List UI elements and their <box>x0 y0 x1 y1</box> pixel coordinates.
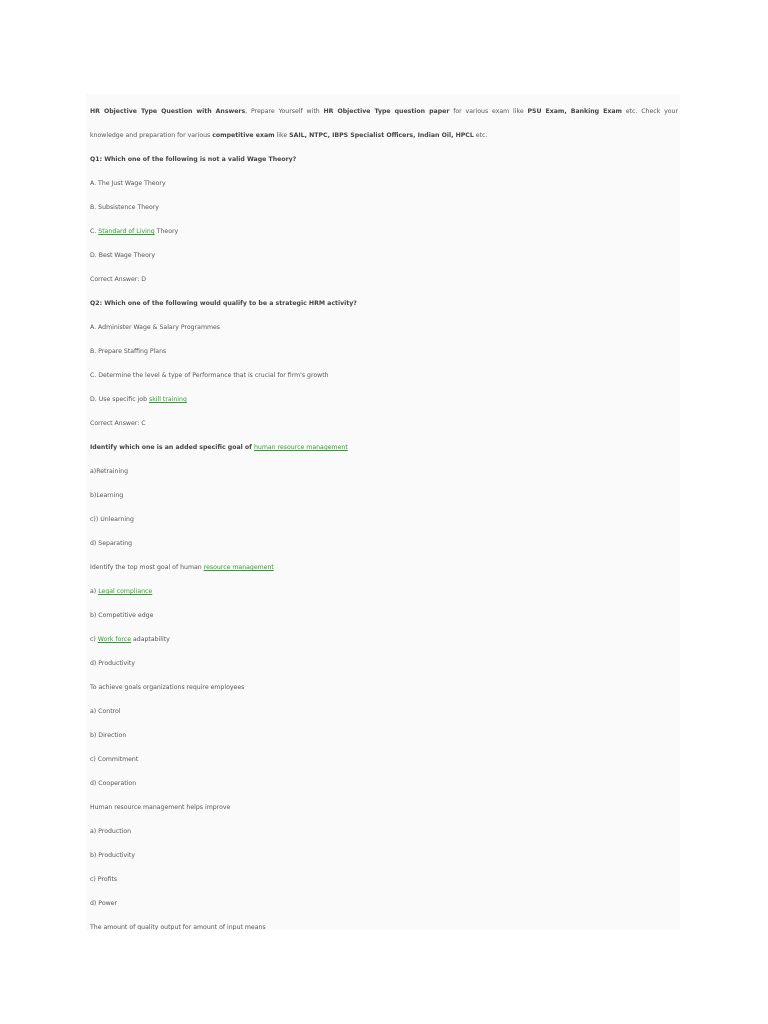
q5-option-a: a) Control <box>90 708 121 715</box>
q4-question: Identify the top most goal of human resource management <box>90 564 274 571</box>
q3-option-a: a)Retraining <box>90 468 129 475</box>
intro-bold-title: HR Objective Type Question with Answers <box>90 108 246 115</box>
intro-text: , Prepare Yourself with <box>245 108 324 115</box>
q5-option-c: c) Commitment <box>90 756 139 763</box>
q3-option-b: b)Learning <box>90 492 124 499</box>
intro-text: for various exam like <box>449 108 528 115</box>
q5-option-d: d) Cooperation <box>90 780 137 787</box>
q1-option-a: A. The Just Wage Theory <box>90 180 166 187</box>
intro-bold-paper: HR Objective Type question paper <box>323 108 450 115</box>
intro-text: knowledge and preparation for various <box>90 132 213 139</box>
q4-option-c: c) Work force adaptability <box>90 636 170 643</box>
q3-option-d: d) Separating <box>90 540 133 547</box>
q6-option-a: a) Production <box>90 828 132 835</box>
intro-text: etc. Check your <box>621 108 678 115</box>
document-page <box>86 94 680 930</box>
q6-option-d: d) Power <box>90 900 118 907</box>
q2-option-a: A. Administer Wage & Salary Programmes <box>90 324 221 331</box>
q5-option-b: b) Direction <box>90 732 127 739</box>
intro-text: etc. <box>473 132 488 139</box>
intro-bold-companies: SAIL, NTPC, IBPS Specialist Officers, Indian Oil, HPCL <box>289 132 474 139</box>
resource-management-link[interactable]: resource management <box>203 564 274 571</box>
q5-question: To achieve goals organizations require employees <box>90 684 245 691</box>
q2-option-b: B. Prepare Staffing Plans <box>90 348 167 355</box>
q1-option-c: C. Standard of Living Theory <box>90 228 179 235</box>
q3-option-c: c)) Unlearning <box>90 516 134 523</box>
q7-question: The amount of quality output for amount of input means <box>90 924 266 930</box>
q1-option-b: B. Subsistence Theory <box>90 204 159 211</box>
skill-training-link[interactable]: skill training <box>148 396 187 403</box>
q6-option-b: b) Productivity <box>90 852 135 859</box>
q4-option-b: b) Competitive edge <box>90 612 154 619</box>
human-resource-management-link[interactable]: human resource management <box>254 444 348 451</box>
intro-bold-competitive: competitive exam <box>212 132 275 139</box>
q6-option-c: c) Profits <box>90 876 118 883</box>
intro-line-1 <box>90 108 678 116</box>
q3-question: Identify which one is an added specific goal of human resource management <box>90 444 348 451</box>
intro-text: like <box>274 132 290 139</box>
intro-bold-exams: PSU Exam, Banking Exam <box>527 108 622 115</box>
q1-option-d: D. Best Wage Theory <box>90 252 156 259</box>
q2-option-c: C. Determine the level & type of Performance that is crucial for firm's growth <box>90 372 329 379</box>
standard-of-living-link[interactable]: Standard of Living <box>98 228 155 235</box>
q4-option-d: d) Productivity <box>90 660 135 667</box>
q4-option-a: a) Legal compliance <box>90 588 153 595</box>
q1-correct-answer: Correct Answer: D <box>90 276 147 283</box>
work-force-link[interactable]: Work force <box>97 636 132 643</box>
q2-question: Q2: Which one of the following would qualify to be a strategic HRM activity? <box>90 300 357 307</box>
q1-question: Q1: Which one of the following is not a valid Wage Theory? <box>90 156 297 163</box>
q2-correct-answer: Correct Answer: C <box>90 420 146 427</box>
legal-compliance-link[interactable]: Legal compliance <box>98 588 153 595</box>
q6-question: Human resource management helps improve <box>90 804 231 811</box>
intro-line-2 <box>90 132 487 140</box>
q2-option-d: D. Use specific job skill training <box>90 396 187 403</box>
